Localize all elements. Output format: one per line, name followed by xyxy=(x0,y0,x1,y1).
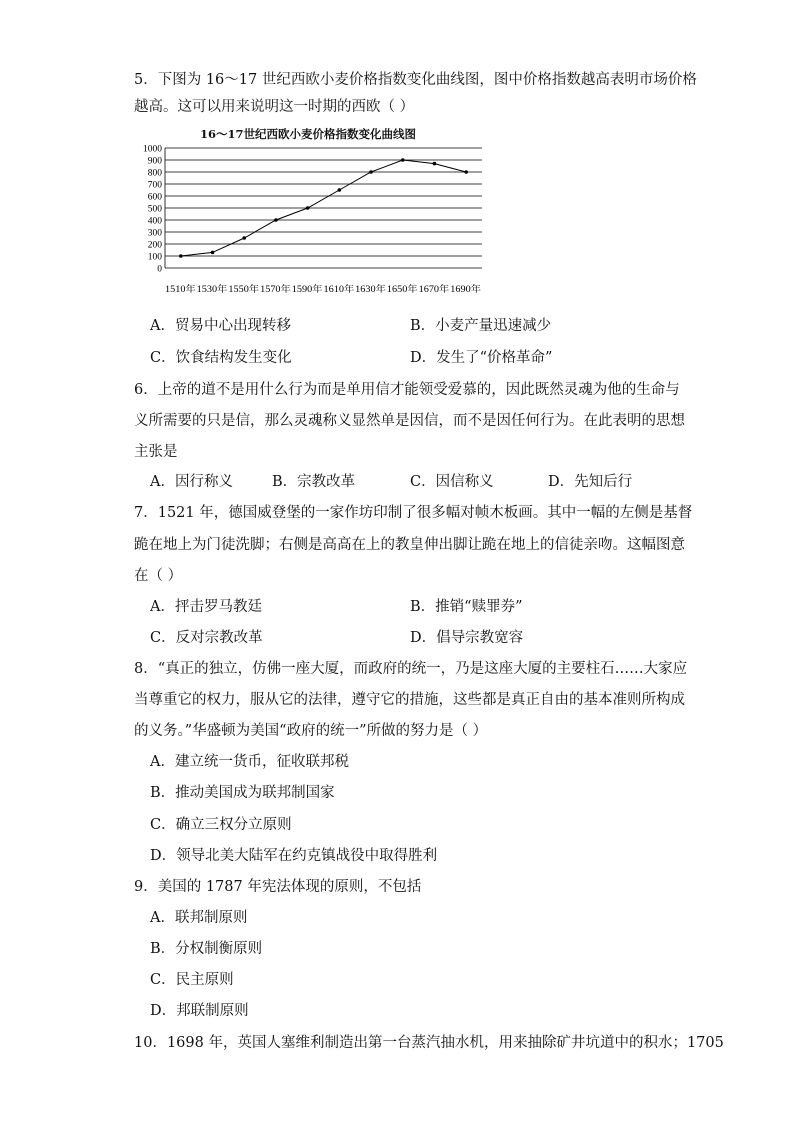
chart-x-tick-label: 1510年 xyxy=(165,284,193,294)
q6-option-b: B．宗教改革 xyxy=(272,474,356,490)
chart-y-tick-label: 100 xyxy=(147,252,162,263)
chart-plot xyxy=(128,126,488,304)
q5-option-a: A．贸易中心出现转移 xyxy=(150,318,291,334)
q9-option-d: D．邦联制原则 xyxy=(150,1003,249,1019)
q5-stem-line-2: 越高。这可以用来说明这一时期的西欧（ ） xyxy=(134,99,415,115)
chart-y-tick-label: 600 xyxy=(147,192,162,203)
q5-option-b: B．小麦产量迅速减少 xyxy=(410,318,552,334)
chart-data-point xyxy=(401,158,405,162)
chart-x-tick-label: 1530年 xyxy=(196,284,224,294)
q6-stem-line-2: 义所需要的只是信，那么灵魂称义显然单是因信，而不是因任何行为。在此表明的思想 xyxy=(134,413,685,429)
q8-stem-line-2: 当尊重它的权力，服从它的法律，遵守它的措施，这些都是真正自由的基本准则所构成 xyxy=(134,692,685,708)
chart-data-point xyxy=(338,188,342,192)
chart-y-tick-label: 300 xyxy=(147,228,162,239)
q6-stem-line-1: 6．上帝的道不是用什么行为而是单用信才能领受爱慕的，因此既然灵魂为他的生命与 xyxy=(134,382,680,398)
q9-option-b: B．分权制衡原则 xyxy=(150,941,263,957)
q7-option-c: C．反对宗教改革 xyxy=(150,630,263,646)
chart-y-tick-label: 900 xyxy=(147,156,162,167)
q6-option-d: D．先知后行 xyxy=(548,474,633,490)
chart-x-tick-label: 1550年 xyxy=(228,284,256,294)
q7-option-d: D．倡导宗教宽容 xyxy=(410,630,524,646)
q8-option-a: A．建立统一货币，征收联邦税 xyxy=(150,754,349,770)
q6-stem-line-3: 主张是 xyxy=(134,444,178,460)
chart-x-tick-label: 1610年 xyxy=(323,284,351,294)
chart-y-tick-label: 500 xyxy=(147,204,162,215)
q7-option-a: A．抨击罗马教廷 xyxy=(150,599,262,615)
chart-y-tick-label: 800 xyxy=(147,168,162,179)
chart-x-tick-label: 1670年 xyxy=(418,284,446,294)
q7-option-b: B．推销“赎罪券” xyxy=(410,599,523,615)
chart-data-point xyxy=(306,206,310,210)
chart-data-point xyxy=(464,170,468,174)
q8-stem-line-3: 的义务。”华盛顿为美国“政府的统一”所做的努力是（ ） xyxy=(134,723,488,739)
chart-data-point xyxy=(274,218,278,222)
q7-stem-line-3: 在（ ） xyxy=(134,568,183,584)
q9-option-c: C．民主原则 xyxy=(150,972,234,988)
q5-stem-line-1: 5．下图为 16～17 世纪西欧小麦价格指数变化曲线图，图中价格指数越高表明市场价格 xyxy=(134,72,697,88)
q8-stem-line-1: 8．“真正的独立，仿佛一座大厦，而政府的统一，乃是这座大厦的主要柱石……大家应 xyxy=(134,661,688,677)
chart-data-point xyxy=(179,254,183,258)
q10-stem-line-1: 10．1698 年，英国人塞维利制造出第一台蒸汽抽水机，用来抽除矿井坑道中的积水；1705 xyxy=(134,1035,724,1051)
chart-data-point xyxy=(242,236,246,240)
chart-x-tick-label: 1630年 xyxy=(355,284,383,294)
chart-x-tick-label: 1650年 xyxy=(386,284,414,294)
q9-stem-line-1: 9．美国的 1787 年宪法体现的原则，不包括 xyxy=(134,879,422,895)
chart-y-tick-label: 200 xyxy=(147,240,162,251)
q5-option-c: C．饮食结构发生变化 xyxy=(150,350,292,366)
chart-title: 16～17世纪西欧小麦价格指数变化曲线图 xyxy=(199,127,416,141)
chart-y-tick-label: 0 xyxy=(157,264,162,275)
q8-option-c: C．确立三权分立原则 xyxy=(150,817,292,833)
q7-stem-line-1: 7．1521 年，德国威登堡的一家作坊印制了很多幅对帧木板画。其中一幅的左侧是基督 xyxy=(134,505,693,521)
q6-option-c: C．因信称义 xyxy=(410,474,494,490)
q8-option-b: B．推动美国成为联邦制国家 xyxy=(150,785,335,801)
chart-data-point xyxy=(369,170,373,174)
chart-x-tick-label: 1570年 xyxy=(260,284,288,294)
q8-option-d: D．领导北美大陆军在约克镇战役中取得胜利 xyxy=(150,848,438,864)
q5-option-d: D．发生了“价格革命” xyxy=(410,350,553,366)
q7-stem-line-2: 跪在地上为门徒洗脚；右侧是高高在上的教皇伸出脚让跪在地上的信徒亲吻。这幅图意 xyxy=(134,537,685,553)
q9-option-a: A．联邦制原则 xyxy=(150,910,248,926)
chart-y-tick-label: 400 xyxy=(147,216,162,227)
q5-chart xyxy=(128,126,488,304)
chart-data-point xyxy=(433,162,437,166)
chart-y-tick-label: 1000 xyxy=(143,144,162,155)
chart-x-tick-label: 1590年 xyxy=(291,284,319,294)
chart-y-tick-label: 700 xyxy=(147,180,162,191)
chart-data-point xyxy=(211,251,215,255)
q6-option-a: A．因行称义 xyxy=(150,474,233,490)
chart-x-tick-label: 1690年 xyxy=(450,284,478,294)
